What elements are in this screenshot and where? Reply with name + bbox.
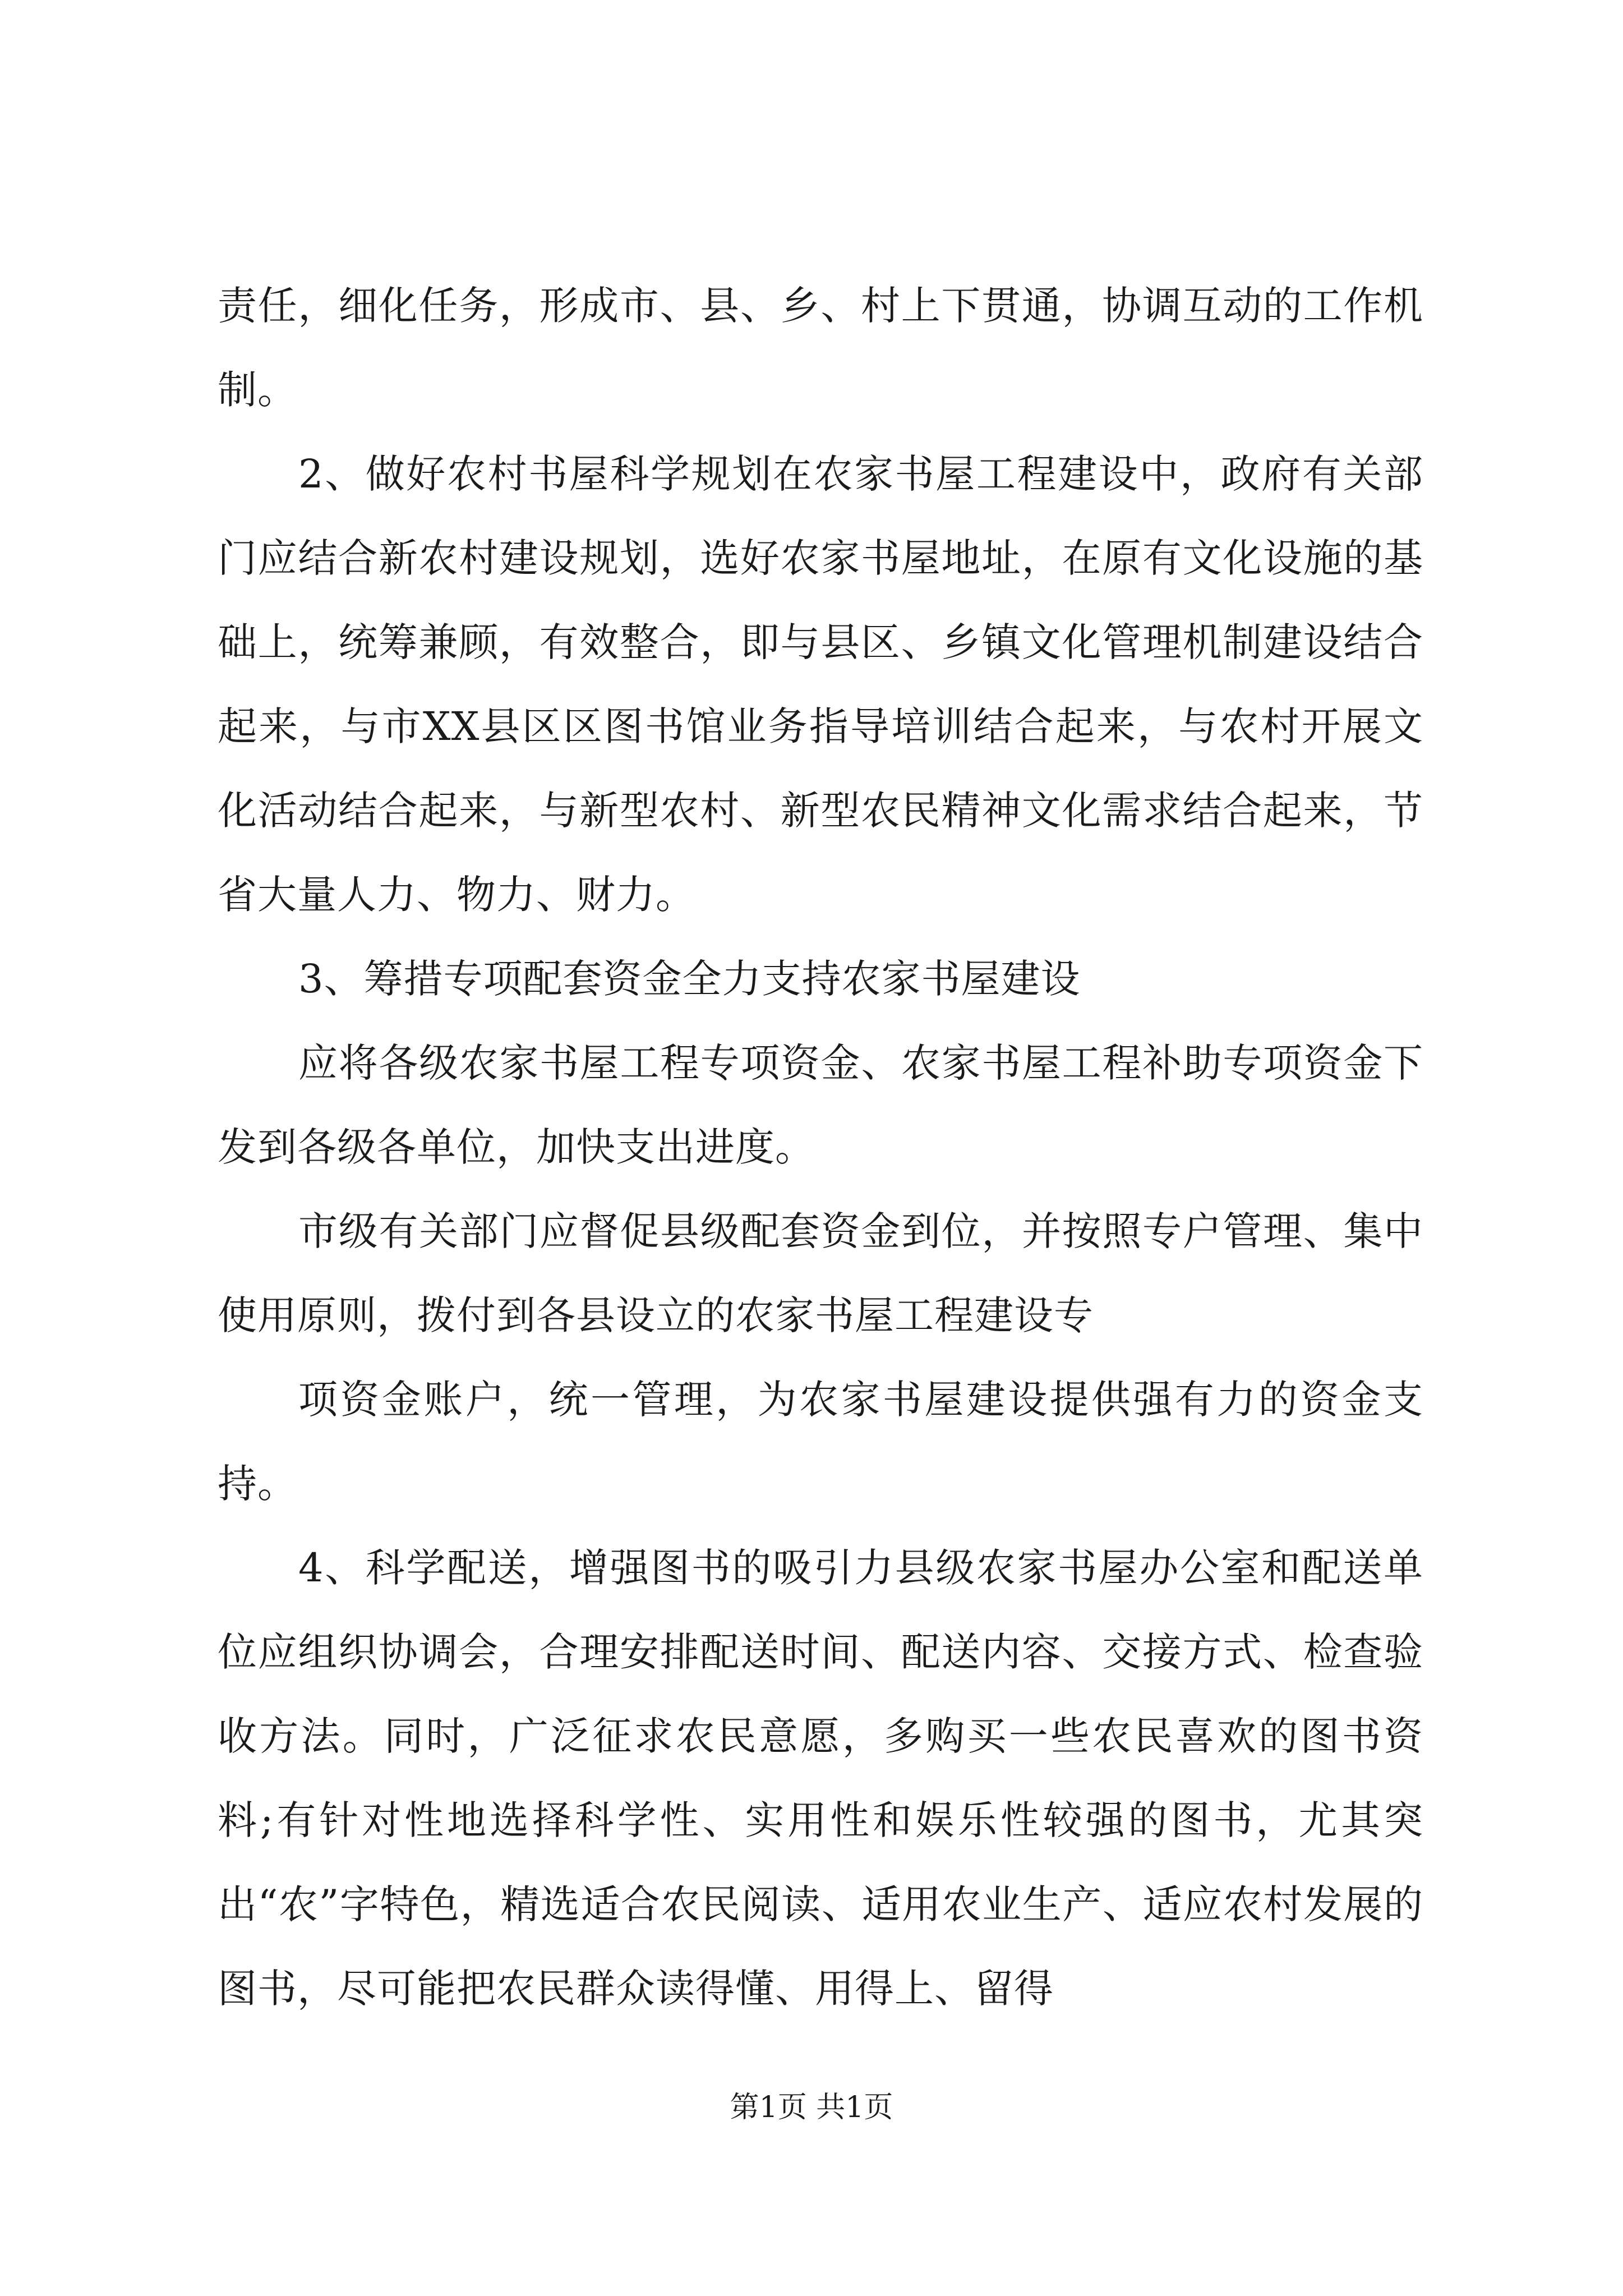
paragraph-7: 4、科学配送，增强图书的吸引力县级农家书屋办公室和配送单位应组织协调会，合理安排配送时间、配送内容、交接方式、检查验收方法。同时，广泛征求农民意愿，多购买一些农民喜欢的图书资料;有针对性地选择科学性、实用性和娱乐性较强的图书，尤其突出“农”字特色，精选适合农民阅读、适用农业生产、适应农村发展的图书，尽可能把农民群众读得懂、用得上、留得 xyxy=(218,1545,1423,2012)
page-number-label: 第1页 共1页 xyxy=(730,2091,893,2124)
document-body xyxy=(218,264,1423,2031)
paragraph-3: 3、筹措专项配套资金全力支持农家书屋建设 xyxy=(298,956,1081,1002)
paragraph-5: 市级有关部门应督促县级配套资金到位，并按照专户管理、集中使用原则，拨付到各县设立的农家书屋工程建设专 xyxy=(218,1208,1423,1338)
paragraph-6: 项资金账户，统一管理，为农家书屋建设提供强有力的资金支持。 xyxy=(218,1377,1423,1507)
paragraph-4: 应将各级农家书屋工程专项资金、农家书屋工程补助专项资金下发到各级各单位，加快支出进度。 xyxy=(218,1040,1423,1170)
page-footer xyxy=(0,2088,1623,2127)
paragraph-2: 2、做好农村书屋科学规划在农家书屋工程建设中，政府有关部门应结合新农村建设规划，选好农家书屋地址，在原有文化设施的基础上，统筹兼顾，有效整合，即与县区、乡镇文化管理机制建设结合起来，与市XX县区区图书馆业务指导培训结合起来，与农村开展文化活动结合起来，与新型农村、新型农民精神文化需求结合起来，节省大量人力、物力、财力。 xyxy=(218,451,1423,918)
paragraph-1: 责任，细化任务，形成市、县、乡、村上下贯通，协调互动的工作机制。 xyxy=(218,283,1423,413)
